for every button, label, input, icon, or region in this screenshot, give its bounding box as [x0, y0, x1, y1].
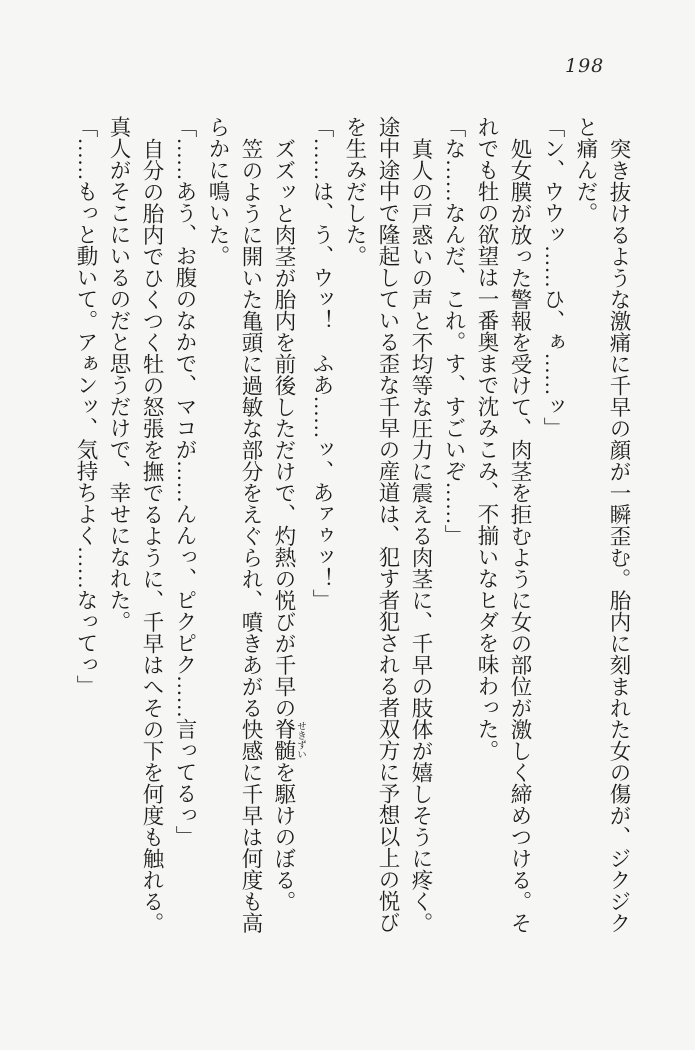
text-line: を生みだした。 — [343, 116, 367, 267]
text-line: 「ン、ウウッ……ひ、ぁ……ッ」 — [541, 116, 565, 439]
text-line: 処女膜が放った警報を受けて、肉茎を拒むように女の部位が激しく締めつける。そ — [508, 137, 532, 933]
text-line: 「……もっと動いて。アぁンッ、気持ちよく……なってっ」 — [74, 116, 98, 697]
text-line: 「……は、う、ウッ！ ふあ……ッ、あァゥッ！」 — [310, 116, 334, 611]
text-line: ズズッと肉茎が胎内を前後しただけで、灼熱の悦びが千早の脊髄 せきずいを駆けのぼる。 — [272, 137, 305, 912]
ruby-annotated-word: 脊髄 せきずい — [272, 718, 305, 761]
text-line: らかに鳴いた。 — [206, 116, 230, 267]
text-line: 自分の胎内でひくつく牡の怒張を撫でるように、千早はへその下を何度も触れる。 — [140, 137, 164, 933]
page-number: 198 — [565, 55, 605, 77]
text-block — [69, 116, 635, 944]
text-line: 途中途中で隆起している歪な千早の産道は、犯す者犯される者双方に予想以上の悦び — [376, 116, 400, 933]
text-line: 「……あう、お腹のなかで、マコが……んんっ、ピクピク……言ってるっ」 — [173, 116, 197, 847]
text-line: 「な……なんだ、これ。す、すごいぞ……」 — [442, 116, 466, 546]
text-line: 真人がそこにいるのだと思うだけで、幸せになれた。 — [107, 116, 131, 632]
text-line: れでも牡の欲望は一番奥まで沈みこみ、不揃いなヒダを味わった。 — [475, 116, 499, 761]
text-line: 笠のように開いた亀頭に過敏な部分をえぐられ、噴きあがる快感に千早は何度も高 — [239, 137, 263, 933]
text-line: 真人の戸惑いの声と不均等な圧力に震える肉茎に、千早の肢体が嬉しそうに疼く。 — [409, 137, 433, 933]
text-line: と痛んだ。 — [574, 116, 598, 224]
text-line: 突き抜けるような激痛に千早の顔が一瞬歪む。胎内に刻まれた女の傷が、ジクジク — [607, 137, 631, 933]
